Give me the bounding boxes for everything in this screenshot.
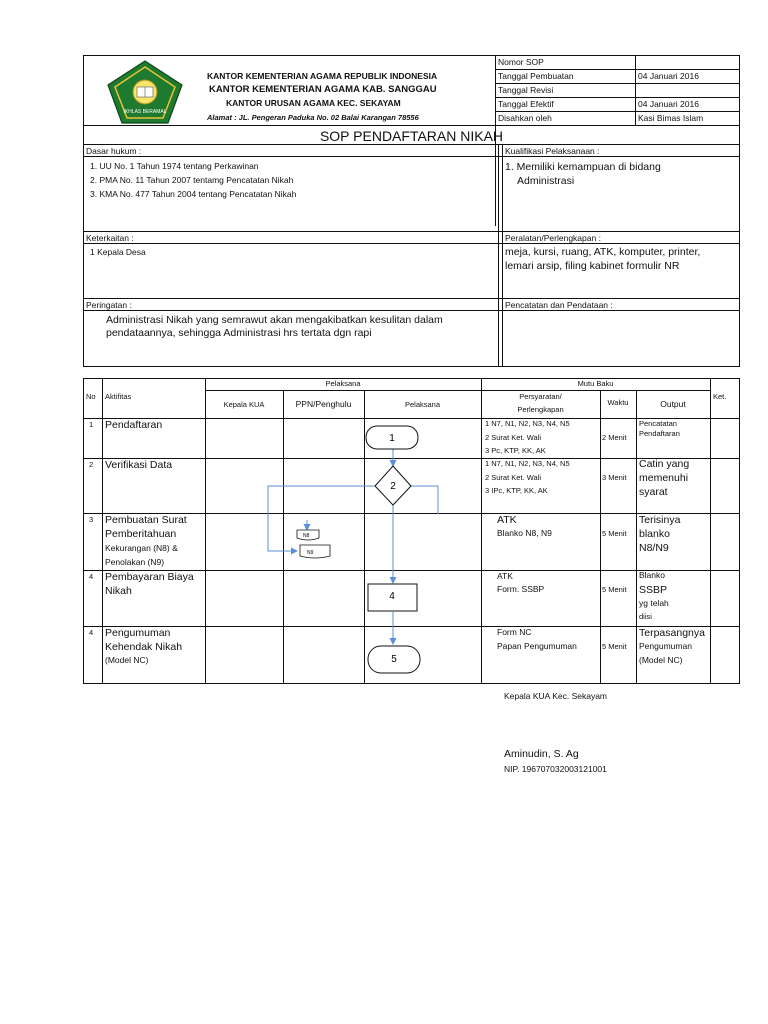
flow-process-box <box>368 584 417 611</box>
row-activity: (Model NC) <box>105 655 149 665</box>
svg-text:N9: N9 <box>307 550 314 556</box>
row-activity: Verifikasi Data <box>105 459 173 471</box>
row-output: Blanko <box>639 570 665 580</box>
dasar-hukum-item: 1. UU No. 1 Tahun 1974 tentang Perkawinan <box>90 161 259 171</box>
row-time: 3 Menit <box>602 473 627 482</box>
row-time: 5 Menit <box>602 642 627 651</box>
row-req: ATK <box>497 571 513 581</box>
svg-text:N8: N8 <box>303 533 310 539</box>
col-aktifitas: Aktifitas <box>105 392 132 401</box>
pencatatan-label: Pencatatan dan Pendataan : <box>505 300 613 310</box>
header-address: Alamat : JL. Pengeran Paduka No. 02 Balai Karangan 78556 <box>207 113 419 122</box>
col-persyaratan: Perlengkapan <box>517 405 564 414</box>
header-line-2: KANTOR KEMENTERIAN AGAMA KAB. SANGGAU <box>209 84 437 95</box>
row-activity: Penolakan (N9) <box>105 557 165 567</box>
row-time: 2 Menit <box>602 433 627 442</box>
meta-label: Tanggal Revisi <box>498 85 554 95</box>
peralatan-line: lemari arsip, filing kabinet formulir NR <box>505 260 680 272</box>
dasar-hukum-item: 2. PMA No. 11 Tahun 2007 tentamg Pencatatan Nikah <box>90 175 294 185</box>
svg-text:5: 5 <box>391 654 397 665</box>
meta-value: 04 Januari 2016 <box>638 71 699 81</box>
signature-name: Aminudin, S. Ag <box>504 748 579 760</box>
kualifikasi-line: Administrasi <box>517 175 575 187</box>
row-activity: Pengumuman <box>105 627 171 639</box>
row-req: ATK <box>497 514 517 526</box>
dasar-hukum-item: 3. KMA No. 477 Tahun 2004 tentang Pencatatan Nikah <box>90 189 297 199</box>
header-line-1: KANTOR KEMENTERIAN AGAMA REPUBLIK INDONESIA <box>207 71 438 81</box>
peringatan-line: Administrasi Nikah yang semrawut akan mengakibatkan kesulitan dalam <box>106 314 443 326</box>
dasar-hukum-label: Dasar hukum : <box>86 146 142 156</box>
col-pelaksana-group: Pelaksana <box>325 379 361 388</box>
row-output: blanko <box>639 528 670 540</box>
svg-text:1: 1 <box>389 433 395 444</box>
row-output: N8/N9 <box>639 542 669 554</box>
keterkaitan-label: Keterkaitan : <box>86 233 134 243</box>
col-no: No <box>86 392 96 401</box>
kualifikasi-line: 1. Memiliki kemampuan di bidang <box>505 161 661 173</box>
meta-label: Tanggal Efektif <box>498 99 554 109</box>
row-output: Pengumuman <box>639 641 692 651</box>
header-line-3: KANTOR URUSAN AGAMA KEC. SEKAYAM <box>226 98 401 108</box>
col-ppn: PPN/Penghulu <box>295 399 352 409</box>
row-output: yg telah <box>639 598 669 608</box>
col-persyaratan: Persyaratan/ <box>519 392 562 401</box>
row-req: 2 Surat Ket. Wali <box>485 473 541 482</box>
row-no: 4 <box>89 628 94 637</box>
row-no: 2 <box>89 460 94 469</box>
kualifikasi-label: Kualifikasi Pelaksanaan : <box>505 146 600 156</box>
page-title: SOP PENDAFTARAN NIKAH <box>319 128 504 144</box>
row-req: Papan Pengumuman <box>497 641 577 651</box>
row-time: 5 Menit <box>602 585 627 594</box>
row-activity: Kekurangan (N8) & <box>105 543 178 553</box>
meta-label: Tanggal Pembuatan <box>498 71 574 81</box>
meta-label: Disahkan oleh <box>498 113 552 123</box>
row-req: 2 Surat Ket. Wali <box>485 433 541 442</box>
col-waktu: Waktu <box>607 398 629 407</box>
row-req: Form NC <box>497 627 532 637</box>
row-req: 1 N7, N1, N2, N3, N4, N5 <box>485 459 570 468</box>
meta-value: 04 Januari 2016 <box>638 99 699 109</box>
flow-end-terminator <box>368 646 420 673</box>
peralatan-label: Peralatan/Perlengkapan : <box>505 233 601 243</box>
row-output: SSBP <box>639 584 668 596</box>
flow-document-n9 <box>300 545 330 558</box>
row-activity: Pembuatan Surat <box>105 514 187 526</box>
flow-document-n8 <box>297 530 319 540</box>
peralatan-line: meja, kursi, ruang, ATK, komputer, printer, <box>505 246 701 258</box>
flow-start-terminator <box>366 426 418 449</box>
row-output: Terisinya <box>639 514 681 526</box>
row-activity: Pendaftaran <box>105 419 163 431</box>
signature-nip: NIP. 196707032003121001 <box>504 764 607 774</box>
row-time: 5 Menit <box>602 529 627 538</box>
row-activity: Nikah <box>105 585 132 597</box>
svg-text:2: 2 <box>390 481 396 492</box>
row-output: Pencatatan <box>639 419 677 428</box>
row-output: syarat <box>639 486 668 498</box>
row-no: 4 <box>89 572 94 581</box>
col-mutu-baku: Mutu Baku <box>577 379 614 388</box>
row-activity: Pemberitahuan <box>105 528 177 540</box>
row-activity: Kehendak Nikah <box>105 641 183 653</box>
row-output: (Model NC) <box>639 655 683 665</box>
row-output: Pendaftaran <box>639 429 680 438</box>
svg-text:4: 4 <box>389 591 395 602</box>
row-req: Form. SSBP <box>497 584 545 594</box>
peringatan-label: Peringatan : <box>86 300 132 310</box>
row-no: 1 <box>89 420 94 429</box>
flow-decision-diamond <box>375 466 411 505</box>
keterkaitan-item: 1 Kepala Desa <box>90 247 146 257</box>
row-req: 1 N7, N1, N2, N3, N4, N5 <box>485 419 570 428</box>
col-ket: Ket. <box>713 392 727 401</box>
col-output: Output <box>660 399 686 409</box>
peringatan-line: pendataannya, sehingga Administrasi hrs tertata dgn rapi <box>106 327 372 339</box>
signature-title: Kepala KUA Kec. Sekayam <box>504 691 608 701</box>
meta-value: Kasi Bimas Islam <box>638 113 704 123</box>
row-activity: Pembayaran Biaya <box>105 571 194 583</box>
row-output: diisi <box>639 612 652 621</box>
row-no: 3 <box>89 515 94 524</box>
row-req: 3 Pc, KTP, KK, AK <box>485 446 546 455</box>
row-output: memenuhi <box>639 472 689 484</box>
meta-label: Nomor SOP <box>498 57 544 67</box>
row-req: 3 IPc, KTP, KK, AK <box>485 486 548 495</box>
row-output: Terpasangnya <box>639 627 705 639</box>
col-kepala-kua: Kepala KUA <box>223 400 265 409</box>
svg-text:IKHLAS BERAMAL: IKHLAS BERAMAL <box>123 109 167 115</box>
col-pelaksana: Pelaksana <box>404 400 441 409</box>
row-output: Catin yang <box>639 458 690 470</box>
row-req: Blanko N8, N9 <box>497 528 552 538</box>
